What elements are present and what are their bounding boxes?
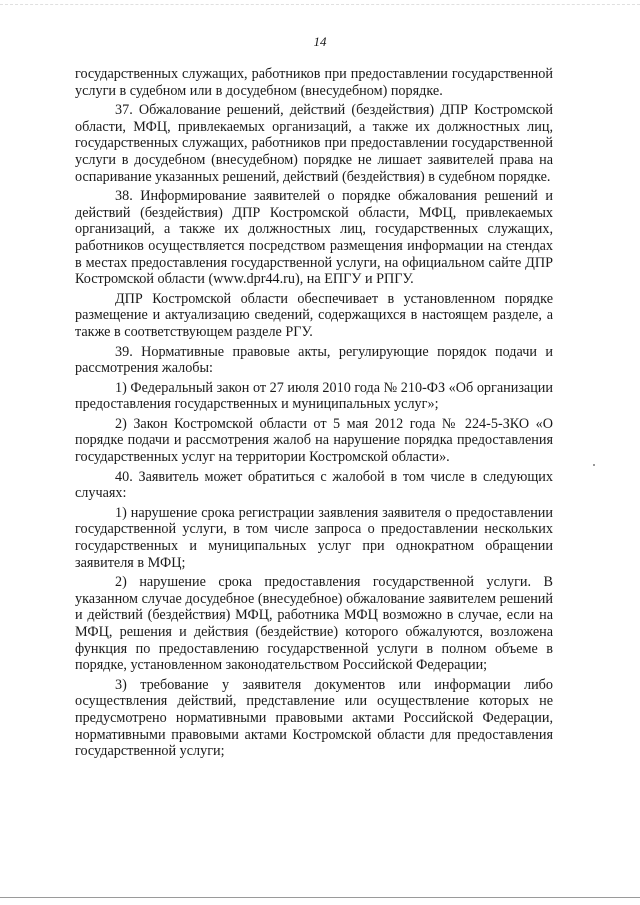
bottom-scan-line <box>0 897 640 898</box>
list-item-39-1: 1) Федеральный закон от 27 июля 2010 года № 210-ФЗ «Об организации предоставления государственных и муниципальных услуг»; <box>75 379 553 413</box>
paragraph-39: 39. Нормативные правовые акты, регулирующие порядок подачи и рассмотрения жалобы: <box>75 343 553 377</box>
paragraph-continuation: государственных служащих, работников при предоставлении государственной услуги в судебном или в досудебном (внесудебном) порядке. <box>75 66 553 99</box>
scan-speck <box>593 464 595 466</box>
list-item-40-2: 2) нарушение срока предоставления государственной услуги. В указанном случае досудебное (внесудебное) обжалование заявителем решений и действий (бездействия) МФЦ, работника МФЦ возможно в случае, если на МФЦ, решения и действия (бездействие) которого обжалуются, возложена функция по предоставлению государственной услуги в полном объеме в порядке, установленном законодательством Российской Федерации; <box>75 574 553 674</box>
paragraph-38: 38. Информирование заявителей о порядке обжалования решений и действий (бездействия) ДПР Костромской области, МФЦ, привлекаемых организаций, а также их должностных лиц, государственных служащих, работников осуществляется посредством размещения информации на стендах в местах предоставления государственной услуги, на официальном сайте ДПР Костромской области (www.dpr44.ru), на ЕПГУ и РПГУ. <box>75 188 553 288</box>
list-item-40-3: 3) требование у заявителя документов или информации либо осуществления действий, представление или осуществление которых не предусмотрено нормативными правовыми актами Российской Федерации, нормативными правовыми актами Костромской области для предоставления государственной услуги; <box>75 676 553 760</box>
list-item-40-1: 1) нарушение срока регистрации заявления заявителя о предоставлении государственной услуги, в том числе запроса о предоставлении нескольких государственных и муниципальных услуг при однократном обращении заявителя в МФЦ; <box>75 504 553 571</box>
paragraph-40: 40. Заявитель может обратиться с жалобой в том числе в следующих случаях: <box>75 468 553 502</box>
document-body <box>75 66 553 763</box>
paragraph-dpr-info: ДПР Костромской области обеспечивает в установленном порядке размещение и актуализацию сведений, содержащихся в настоящем разделе, а также в соответствующем разделе РГУ. <box>75 290 553 340</box>
paragraph-37: 37. Обжалование решений, действий (бездействия) ДПР Костромской области, МФЦ, привлекаемых организаций, а также их должностных лиц, государственных служащих, работников при предоставлении государственной услуги в досудебном (внесудебном) порядке не лишает заявителей права на оспаривание указанных решений, действий (бездействия) в судебном порядке. <box>75 102 553 185</box>
scan-edge <box>0 4 640 6</box>
page-number: 14 <box>313 34 327 49</box>
list-item-39-2: 2) Закон Костромской области от 5 мая 2012 года № 224-5-ЗКО «О порядке подачи и рассмотрения жалоб на нарушение порядка предоставления государственных услуг на территории Костромской области». <box>75 415 553 466</box>
